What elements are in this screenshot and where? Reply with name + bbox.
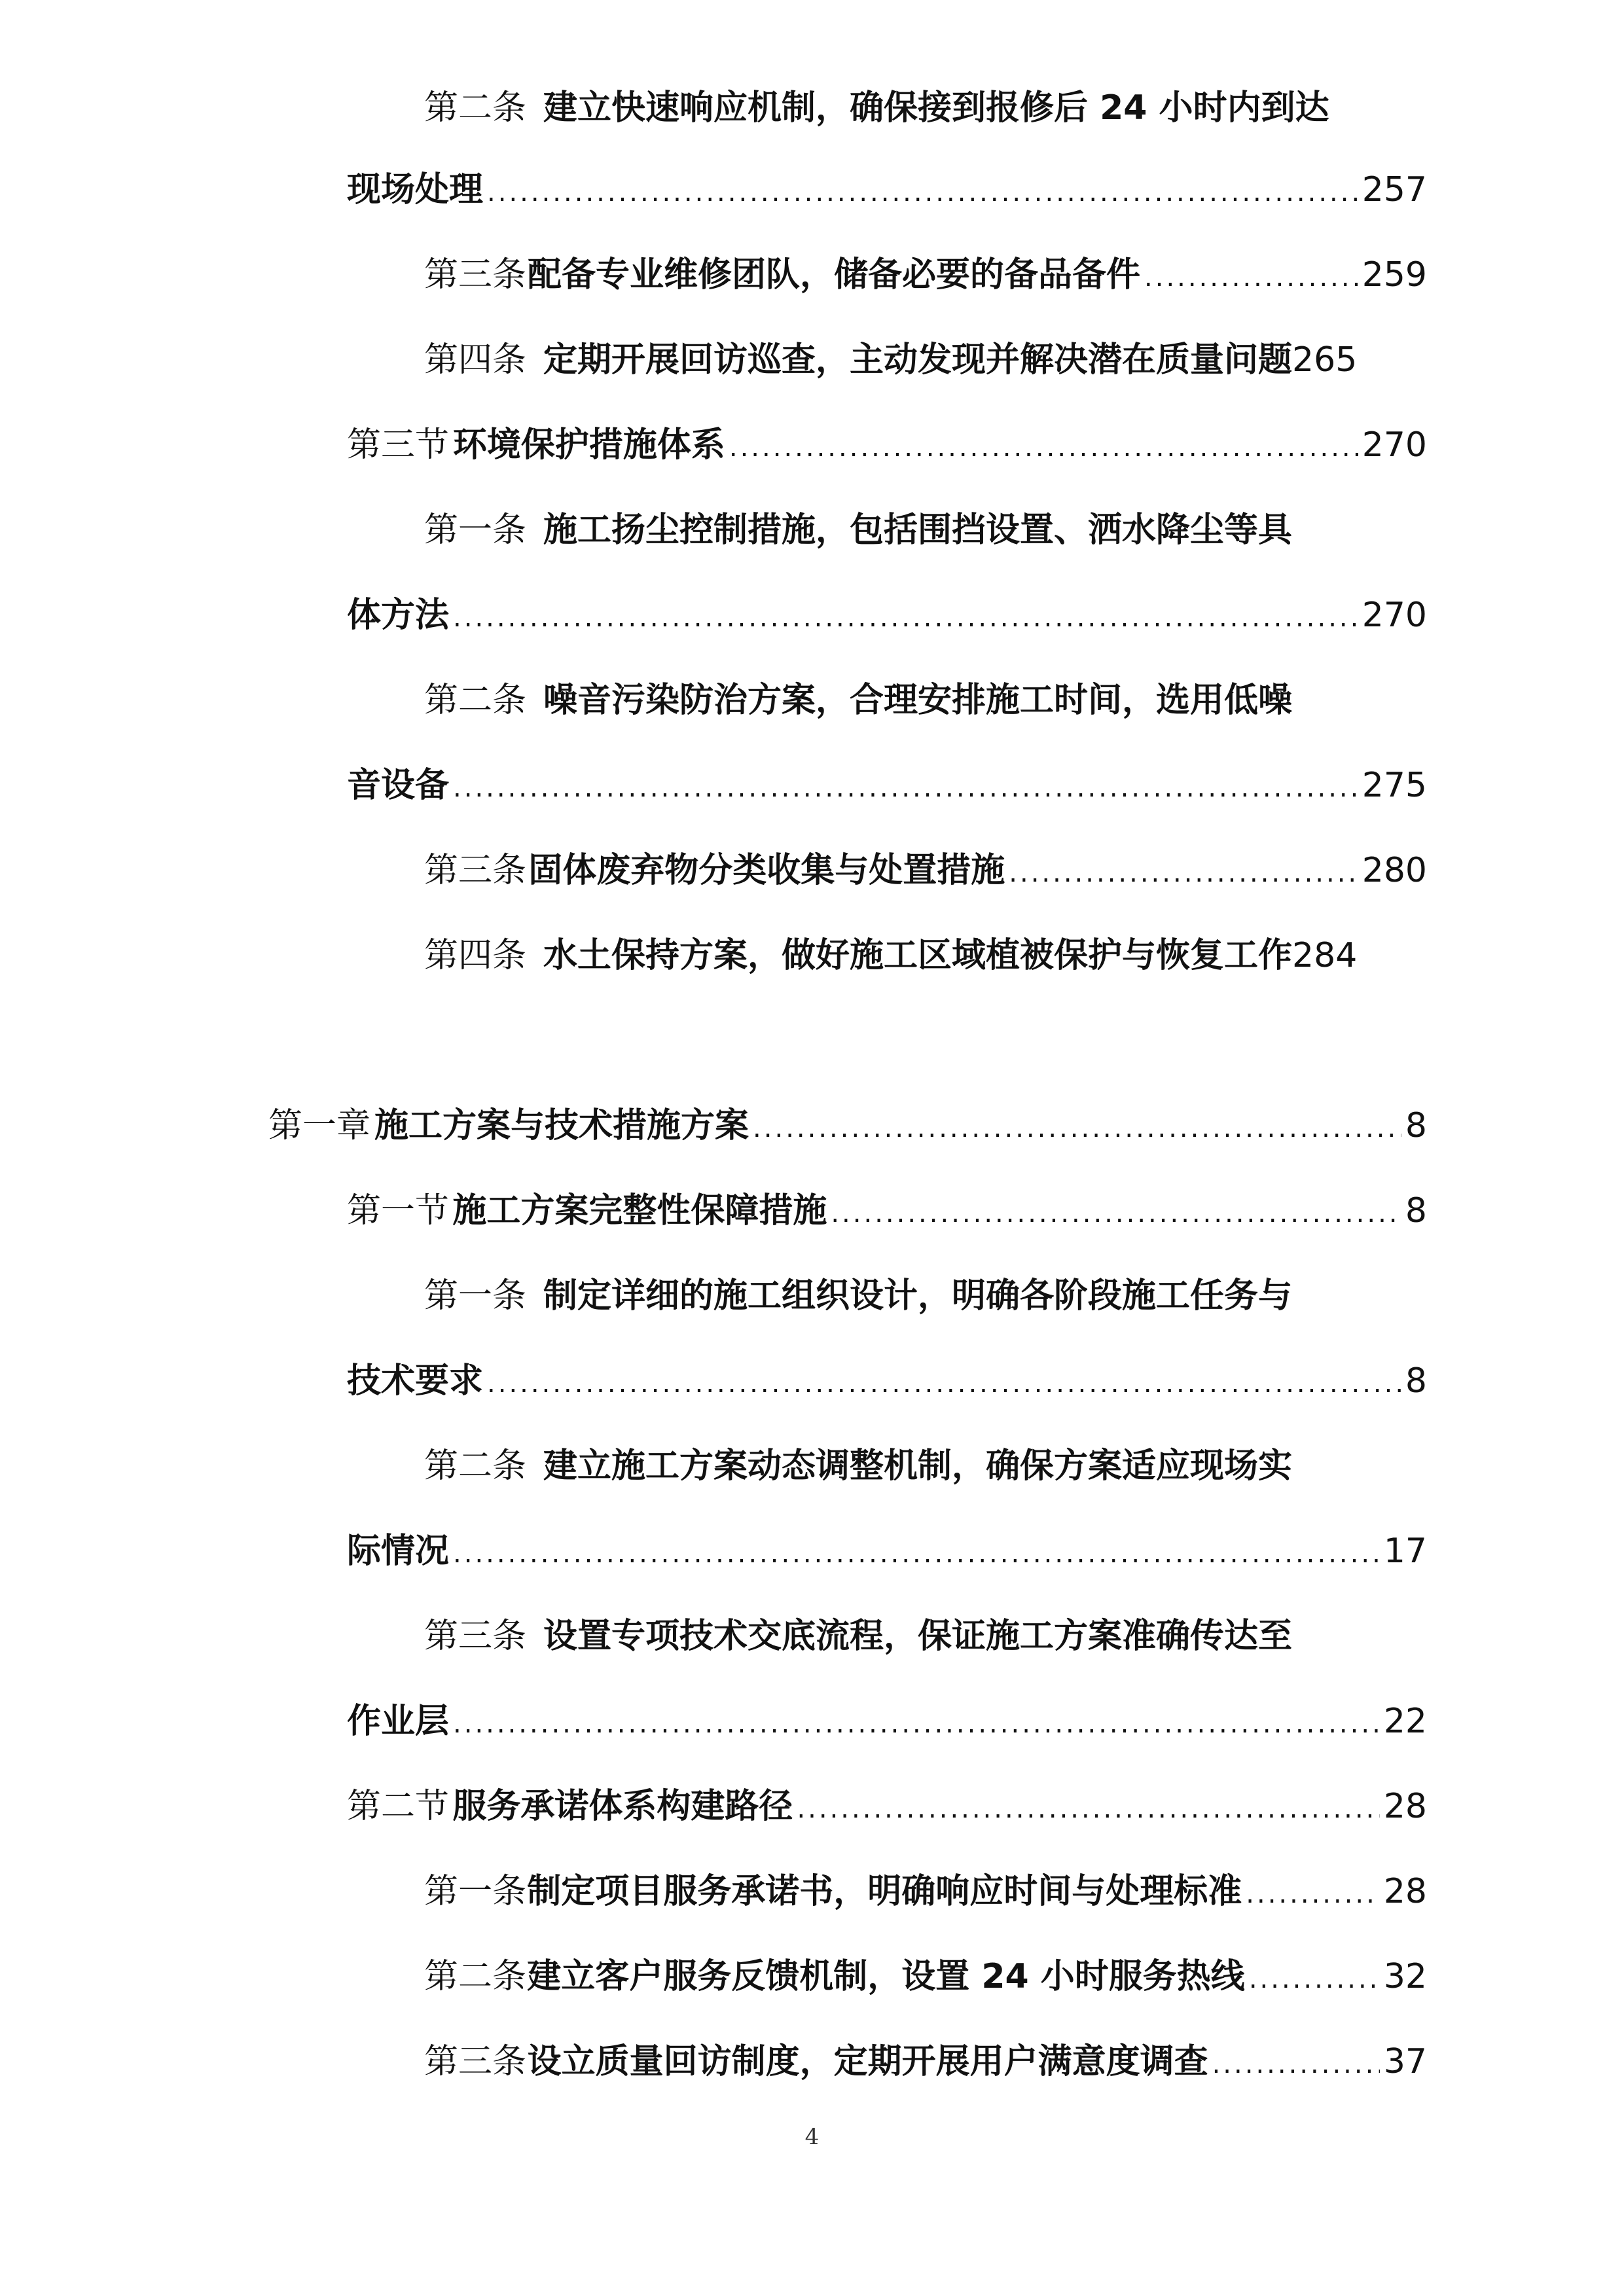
dot-leader	[1249, 1953, 1380, 2005]
toc-entry[interactable]	[424, 1610, 1445, 1662]
toc-entry-label: 第二条	[424, 1957, 527, 1996]
toc-entry-page: 8	[1405, 1361, 1427, 1401]
toc-entry-title: 施工方案与技术措施方案	[374, 1106, 749, 1145]
toc-entry-title: 定期开展回访巡查，主动发现并解决潜在质量问题	[543, 340, 1293, 380]
toc-entry-continuation[interactable]	[347, 1695, 1427, 1748]
toc-entry-page: 22	[1383, 1702, 1427, 1741]
toc-entry[interactable]	[424, 1865, 1427, 1918]
toc-entry-title-cont: 音设备	[347, 766, 450, 805]
toc-entry[interactable]	[424, 674, 1445, 726]
toc-entry-page: 8	[1405, 1106, 1427, 1145]
toc-entry[interactable]	[424, 2036, 1427, 2088]
toc-entry-page: 8	[1405, 1191, 1427, 1230]
toc-entry-title: 施工方案完整性保障措施	[452, 1191, 827, 1230]
toc-entry-page: 32	[1383, 1957, 1427, 1996]
toc-entry[interactable]	[424, 844, 1427, 897]
page-number: 4	[804, 2124, 820, 2150]
dot-leader	[1246, 1868, 1380, 1920]
toc-entry[interactable]	[268, 1100, 1427, 1152]
toc-entry-label: 第一章	[268, 1106, 371, 1145]
toc-entry-label: 第二条	[424, 88, 527, 128]
toc-entry-label: 第一节	[347, 1191, 450, 1230]
dot-leader	[453, 592, 1358, 644]
toc-entry-label: 第三条	[424, 2042, 527, 2081]
toc-entry-label: 第四条	[424, 340, 527, 380]
toc-entry-label: 第一条	[424, 1872, 527, 1911]
dot-leader	[729, 422, 1358, 474]
toc-entry[interactable]	[424, 1440, 1445, 1492]
dot-leader	[831, 1187, 1401, 1240]
toc-entry-title-cont: 体方法	[347, 596, 450, 635]
toc-entry-continuation[interactable]	[347, 1525, 1427, 1577]
dot-leader	[453, 1698, 1380, 1750]
toc-entry-label: 第四条	[424, 936, 527, 975]
toc-entry-label: 第三条	[424, 1617, 527, 1656]
toc-entry-title: 设立质量回访制度，定期开展用户满意度调查	[527, 2042, 1208, 2081]
toc-entry-page: 284	[1292, 936, 1358, 975]
toc-entry-title: 建立快速响应机制，确保接到报修后 24 小时内到达	[543, 88, 1329, 128]
toc-entry-label: 第二条	[424, 681, 527, 720]
toc-entry-continuation[interactable]	[347, 164, 1427, 216]
dot-leader	[487, 1357, 1401, 1410]
toc-entry[interactable]	[424, 504, 1445, 556]
dot-leader	[753, 1102, 1401, 1155]
toc-entry-page: 37	[1383, 2042, 1427, 2081]
toc-entry-continuation[interactable]	[347, 759, 1427, 812]
toc-entry-title-cont: 技术要求	[347, 1361, 484, 1401]
toc-entry-label: 第二条	[424, 1446, 527, 1486]
toc-entry-page: 257	[1362, 170, 1427, 209]
toc-entry-label: 第三条	[424, 255, 527, 295]
toc-entry-title: 施工扬尘控制措施，包括围挡设置、洒水降尘等具	[543, 511, 1293, 550]
toc-entry[interactable]	[424, 929, 1471, 982]
toc-entry-label: 第二节	[347, 1787, 450, 1826]
dot-leader	[453, 762, 1358, 814]
toc-entry-title-cont: 作业层	[347, 1702, 450, 1741]
toc-entry-page: 270	[1362, 596, 1427, 635]
toc-entry-title: 建立客户服务反馈机制，设置 24 小时服务热线	[527, 1957, 1245, 1996]
toc-entry-title: 配备专业维修团队，储备必要的备品备件	[528, 255, 1141, 295]
toc-entry[interactable]	[424, 1950, 1427, 2003]
toc-entry-title: 制定详细的施工组织设计，明确各阶段施工任务与	[543, 1276, 1293, 1316]
dot-leader	[1212, 2038, 1380, 2090]
toc-entry[interactable]	[424, 334, 1471, 386]
toc-entry-page: 17	[1383, 1532, 1427, 1571]
toc-entry-page: 275	[1362, 766, 1427, 805]
toc-entry-title: 设置专项技术交底流程，保证施工方案准确传达至	[543, 1617, 1293, 1656]
toc-entry[interactable]	[424, 82, 1445, 134]
toc-entry[interactable]	[347, 419, 1427, 471]
toc-entry-title: 环境保护措施体系	[452, 425, 725, 465]
toc-entry[interactable]	[347, 1185, 1427, 1237]
toc-entry-title: 建立施工方案动态调整机制，确保方案适应现场实	[543, 1446, 1293, 1486]
toc-entry-page: 265	[1292, 340, 1358, 380]
toc-entry-label: 第一条	[424, 1276, 527, 1316]
toc-entry-page: 270	[1362, 425, 1427, 465]
dot-leader	[1144, 251, 1358, 304]
toc-entry-title: 水土保持方案，做好施工区域植被保护与恢复工作	[543, 936, 1293, 975]
toc-entry-title-cont: 现场处理	[347, 170, 484, 209]
toc-entry-label: 第一条	[424, 511, 527, 550]
toc-entry-continuation[interactable]	[347, 1355, 1427, 1407]
toc-entry-title: 服务承诺体系构建路径	[452, 1787, 793, 1826]
toc-entry-page: 259	[1362, 255, 1427, 295]
toc-entry-label: 第三节	[347, 425, 450, 465]
toc-entry-continuation[interactable]	[347, 589, 1427, 641]
dot-leader	[1009, 847, 1358, 899]
toc-entry[interactable]	[424, 1270, 1445, 1322]
toc-entry-title: 固体废弃物分类收集与处置措施	[528, 851, 1005, 890]
toc-entry-page: 28	[1383, 1787, 1427, 1826]
toc-entry[interactable]	[347, 1780, 1427, 1833]
dot-leader	[487, 166, 1358, 219]
dot-leader	[797, 1783, 1379, 1835]
toc-entry-label: 第三条	[424, 851, 527, 890]
toc-entry-title: 噪音污染防治方案，合理安排施工时间，选用低噪	[543, 681, 1293, 720]
toc-entry-page: 28	[1383, 1872, 1427, 1911]
dot-leader	[453, 1528, 1380, 1580]
toc-entry-title: 制定项目服务承诺书，明确响应时间与处理标准	[527, 1872, 1242, 1911]
toc-entry[interactable]	[424, 249, 1427, 301]
toc-entry-title-cont: 际情况	[347, 1532, 450, 1571]
toc-entry-page: 280	[1362, 851, 1427, 890]
